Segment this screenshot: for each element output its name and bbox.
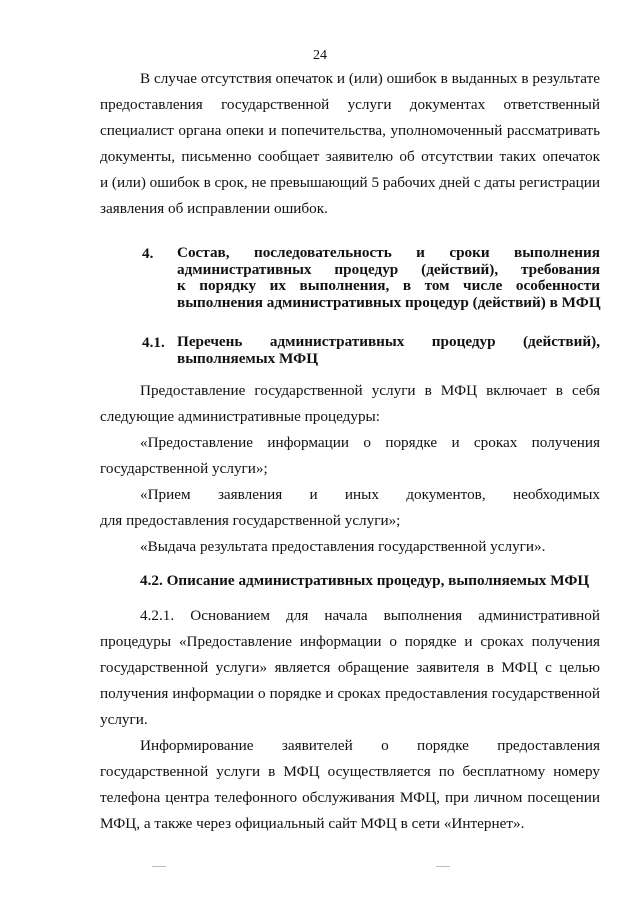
paragraph-line: следующие административные процедуры: [100,408,380,425]
heading-line: выполняемых МФЦ [177,349,319,367]
scan-mark [152,866,166,867]
scan-mark [436,866,450,867]
subsection-number: 4.1. [142,334,165,351]
paragraph-line: Информирование заявителей о порядке предоставления [140,737,600,754]
paragraph-line: государственной услуги в МФЦ осуществляется по бесплатному номеру [100,763,600,780]
paragraph-line: «Выдача результата предоставления государственной услуги». [140,538,546,555]
paragraph-line: государственной услуги»; [100,460,268,477]
paragraph-line: телефона центра телефонного обслуживания МФЦ, при личном посещении [100,789,600,806]
paragraph-line: Предоставление государственной услуги в МФЦ включает в себя [140,382,600,399]
section-number: 4. [142,245,154,262]
paragraph-line: получения информации о порядке и сроках предоставления государственной [100,685,600,702]
paragraph-line: услуги. [100,711,148,728]
paragraph-procedures-intro [100,378,600,430]
heading-line: к порядку их выполнения, в том числе особенности [177,277,600,294]
paragraph-procedure-item [100,482,600,534]
subsection-heading: 4.2. Описание административных процедур, выполняемых МФЦ [140,572,590,589]
paragraph-line: предоставления государственной услуги документах ответственный [100,96,600,113]
heading-line: выполнения административных процедур (действий) в МФЦ [177,293,601,311]
section-heading [177,245,600,311]
paragraph-line: документы, письменно сообщает заявителю об отсутствии таких опечаток [100,148,600,165]
paragraph-line: специалист органа опеки и попечительства, уполномоченный рассматривать [100,122,600,139]
paragraph-line: В случае отсутствия опечаток и (или) ошибок в выданных в результате [140,70,600,87]
paragraph-line: МФЦ, а также через официальный сайт МФЦ в сети «Интернет». [100,815,525,832]
heading-line: административных процедур (действий), требования [177,260,600,278]
paragraph-correction-notice [100,66,600,222]
paragraph-basis [100,603,600,733]
paragraph-line: и (или) ошибок в срок, не превышающий 5 рабочих дней с даты регистрации [100,174,601,191]
subsection-heading [177,334,600,367]
paragraph-line: «Прием заявления и иных документов, необходимых [140,486,600,503]
paragraph-informing [100,733,600,837]
paragraph-line: процедуры «Предоставление информации о порядке и сроках получения [100,633,600,650]
heading-line: Состав, последовательность и сроки выполнения [177,244,600,261]
paragraph-line: 4.2.1. Основанием для начала выполнения административной [140,607,600,624]
paragraph-line: государственной услуги» является обращение заявителя в МФЦ с целью [100,659,600,676]
paragraph-procedure-item [100,430,600,482]
paragraph-line: для предоставления государственной услуги»; [100,512,401,529]
paragraph-line: заявления об исправлении ошибок. [100,200,328,217]
page-number: 24 [313,48,327,63]
paragraph-line: «Предоставление информации о порядке и сроках получения [140,434,600,451]
heading-line: Перечень административных процедур (действий), [177,333,600,350]
paragraph-procedure-item [100,534,600,560]
